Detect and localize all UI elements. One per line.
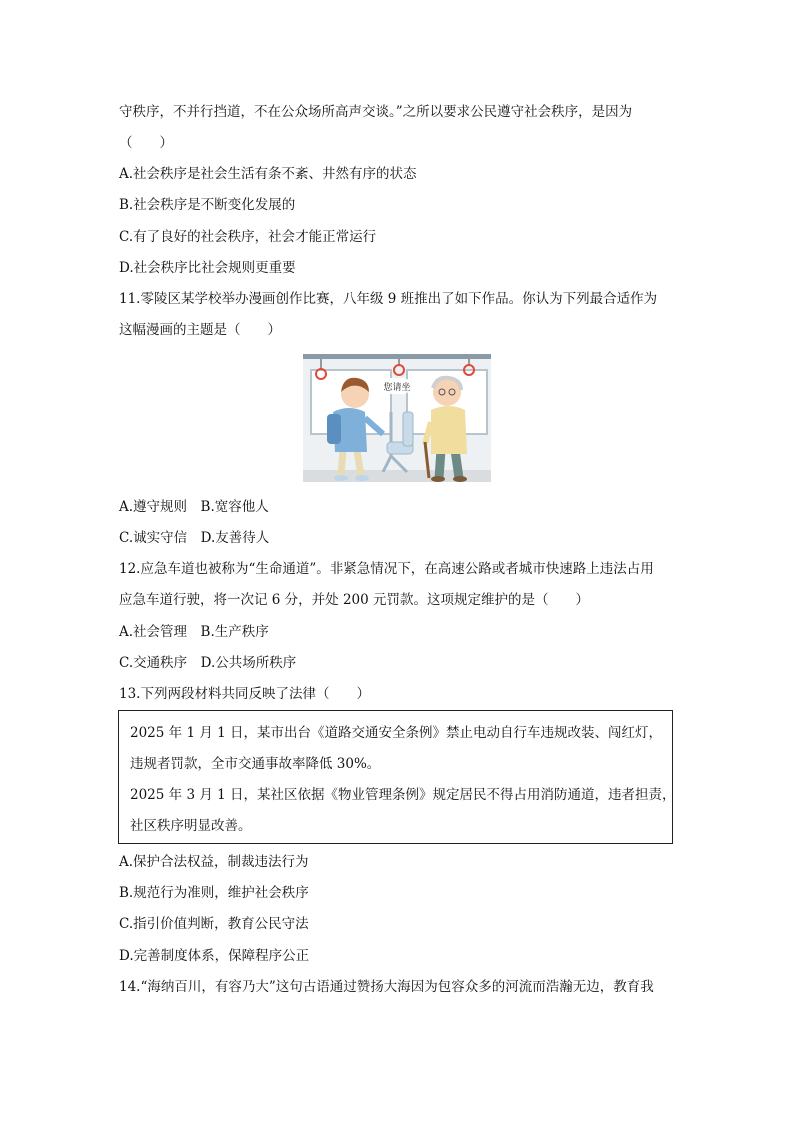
q13-option-b: B.规范行为准则，维护社会秩序: [119, 885, 309, 901]
q13-option-d: D.完善制度体系，保障程序公正: [119, 948, 310, 964]
q13-option-a: A.保护合法权益，制裁违法行为: [119, 854, 309, 870]
q13-material-line2: 违规者罚款，全市交通事故率降低 30%。: [130, 756, 381, 772]
q10-option-b: B.社会秩序是不断变化发展的: [119, 197, 296, 213]
comic-illustration: [303, 354, 491, 482]
q10-stem-line1: 守秩序，不并行挡道，不在公众场所高声交谈。”之所以要求公民遵守社会秩序，是因为: [119, 104, 633, 120]
q11-stem-line1: 11.零陵区某学校举办漫画创作比赛，八年级 9 班推出了如下作品。你认为下列最合适作为: [119, 291, 658, 307]
q13-option-c: C.指引价值判断，教育公民守法: [119, 916, 309, 932]
q11-options-row2: C.诚实守信 D.友善待人: [119, 530, 270, 546]
q10-option-c: C.有了良好的社会秩序，社会才能正常运行: [119, 229, 377, 245]
q12-stem-line1: 12.应急车道也被称为“生命通道”。非紧急情况下，在高速公路或者城市快速路上违法占用: [119, 561, 654, 577]
q11-options-row1: A.遵守规则 B.宽容他人: [119, 499, 269, 515]
q13-material-line4: 社区秩序明显改善。: [130, 818, 252, 834]
q12-options-row1: A.社会管理 B.生产秩序: [119, 624, 269, 640]
q13-material-line1: 2025 年 1 月 1 日，某市出台《道路交通安全条例》禁止电动自行车违规改装、闯红灯，: [130, 725, 662, 741]
q11-stem-line2: 这幅漫画的主题是（ ）: [119, 322, 281, 338]
q13-material-box: [118, 710, 676, 844]
q10-option-a: A.社会秩序是社会生活有条不紊、井然有序的状态: [119, 166, 417, 182]
q10-stem-line2: （ ）: [119, 135, 173, 151]
q14-stem-line1: 14.“海纳百川，有容乃大”这句古语通过赞扬大海因为包容众多的河流而浩瀚无边，教育我: [119, 979, 654, 995]
q13-stem: 13.下列两段材料共同反映了法律（ ）: [119, 686, 370, 702]
q10-option-d: D.社会秩序比社会规则更重要: [119, 260, 296, 276]
q12-stem-line2: 应急车道行驶，将一次记 6 分，并处 200 元罚款。这项规定维护的是（ ）: [119, 592, 590, 608]
q12-options-row2: C.交通秩序 D.公共场所秩序: [119, 655, 297, 671]
speech-bubble-text: 您请坐: [383, 383, 411, 393]
q13-material-line3: 2025 年 3 月 1 日，某社区依据《物业管理条例》规定居民不得占用消防通道，违者担责，: [130, 787, 676, 803]
